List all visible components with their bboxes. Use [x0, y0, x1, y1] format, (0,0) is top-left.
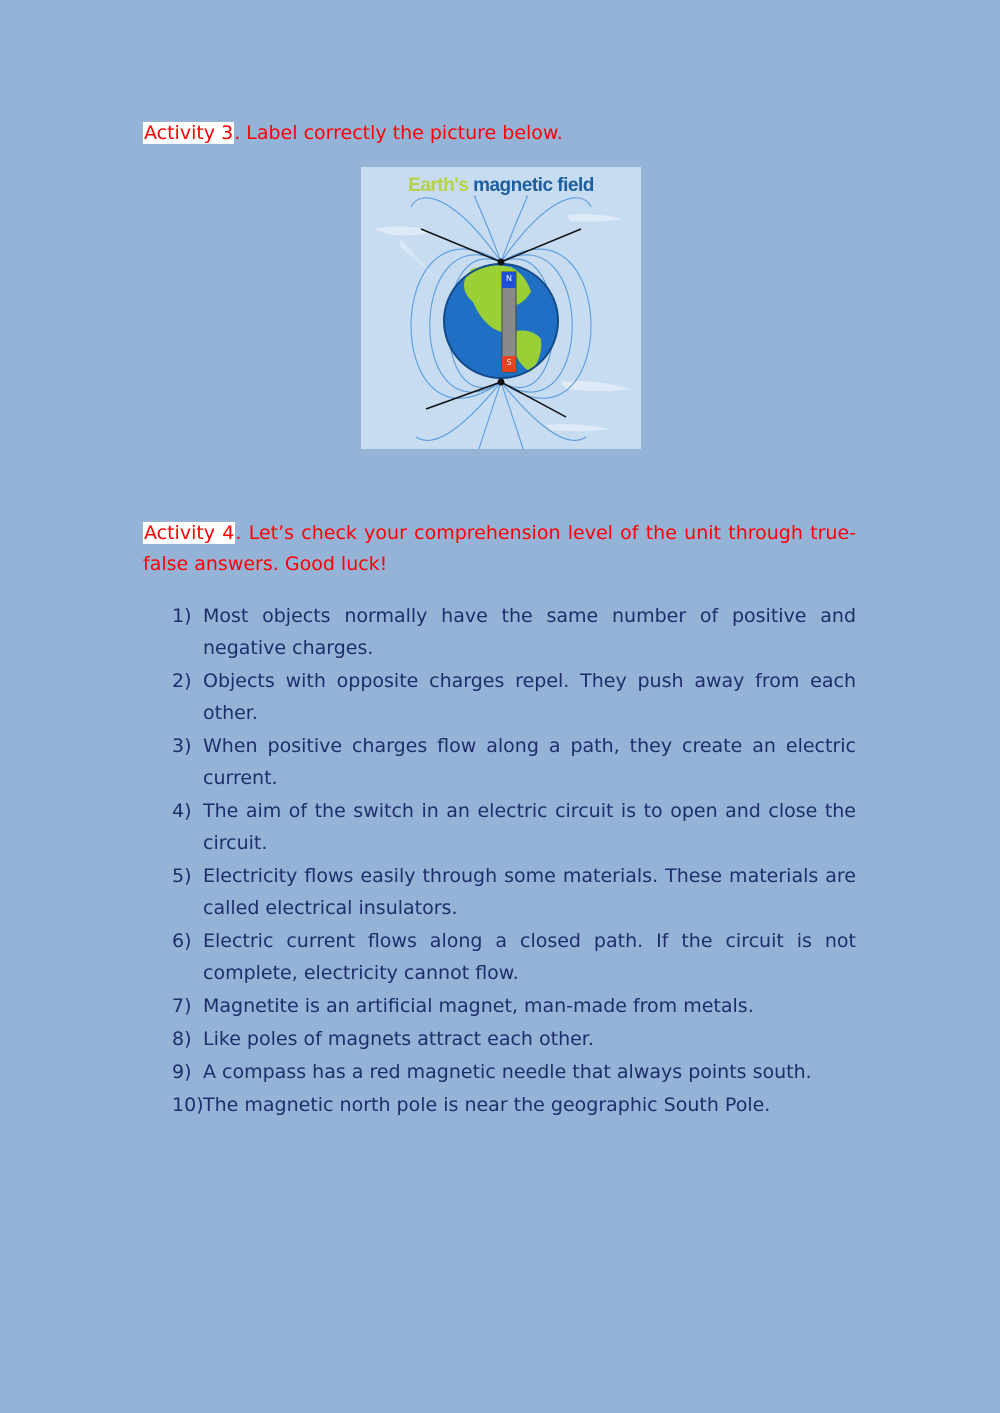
list-item [172, 990, 856, 1022]
statement-number: 1) [172, 605, 192, 627]
statement-text: When positive charges flow along a path, they create an electric current. [203, 735, 856, 789]
list-item [172, 730, 856, 794]
figure-title [361, 175, 641, 197]
statement-text: Electricity flows easily through some materials. These materials are called electrical insulators. [203, 865, 856, 919]
figure-title-magnetic-field: magnetic field [473, 175, 594, 196]
list-item [172, 1023, 856, 1055]
statement-text: A compass has a red magnetic needle that always points south. [203, 1061, 812, 1083]
magnet-north-label: N [506, 274, 512, 283]
activity-4-tag: Activity 4 [144, 522, 235, 544]
statement-number: 5) [172, 865, 192, 887]
list-item [172, 665, 856, 729]
activity-3-tag: Activity 3 [144, 122, 234, 144]
list-item [172, 1089, 856, 1121]
statement-text: The aim of the switch in an electric circuit is to open and close the circuit. [203, 800, 856, 854]
statement-text: The magnetic north pole is near the geographic South Pole. [203, 1094, 771, 1116]
statement-text: Like poles of magnets attract each other. [203, 1028, 594, 1050]
statement-number: 7) [172, 995, 192, 1017]
earth-magnetic-field-figure [361, 167, 641, 449]
statement-number: 6) [172, 930, 192, 952]
activity-3-heading [143, 118, 856, 149]
activity-3-instruction: . Label correctly the picture below. [234, 122, 563, 144]
statement-number: 10) [172, 1094, 204, 1116]
statement-number: 8) [172, 1028, 192, 1050]
list-item [172, 600, 856, 664]
statement-text: Most objects normally have the same number of positive and negative charges. [203, 605, 856, 659]
list-item [172, 925, 856, 989]
statement-text: Objects with opposite charges repel. They push away from each other. [203, 670, 856, 724]
earth-magnetic-field-illustration [361, 167, 641, 449]
activity-4-instruction: . Let’s check your comprehension level of the unit through true-false answers. Good luck! [143, 522, 856, 575]
magnet-south-label: S [506, 358, 512, 367]
statement-number: 9) [172, 1061, 192, 1083]
list-item [172, 860, 856, 924]
true-false-statements-list [172, 600, 856, 1122]
list-item [172, 795, 856, 859]
figure-title-earth: Earth's [408, 175, 469, 196]
statement-number: 2) [172, 670, 192, 692]
list-item [172, 1056, 856, 1088]
statement-text: Electric current flows along a closed path. If the circuit is not complete, electricity cannot flow. [203, 930, 856, 984]
statement-number: 3) [172, 735, 192, 757]
statement-text: Magnetite is an artificial magnet, man-made from metals. [203, 995, 754, 1017]
statement-number: 4) [172, 800, 192, 822]
activity-4-heading [143, 518, 856, 580]
